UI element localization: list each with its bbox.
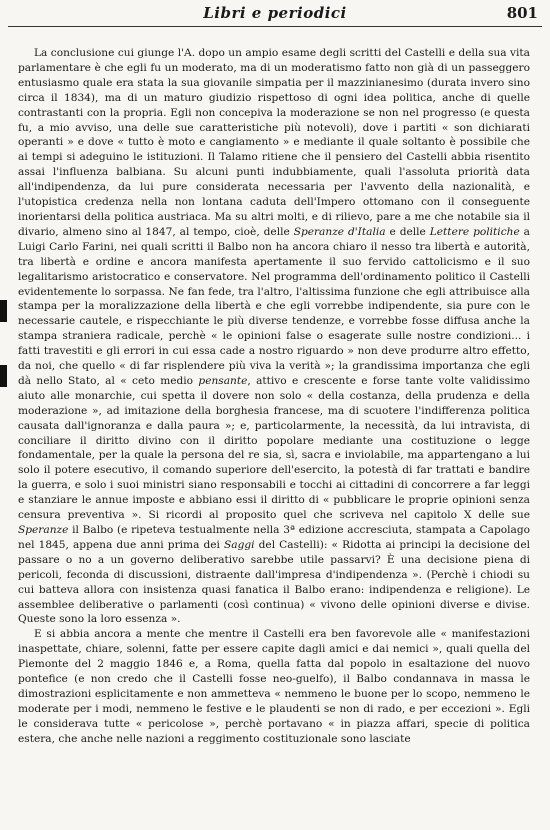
paragraph: E si abbia ancora a mente che mentre il Castelli era ben favorevole alle « manifestazioni inaspettate, chiare, solenni, fatte per essere capite dagli amici e dai nemici », quali quella del Piemonte del 2 maggio 1846 e, a Roma, quella fatta dal popolo in esaltazione del nuovo pontefice (e non credo che il Castelli fosse neo-guelfo), il Balbo condannava in massa le dimostrazioni esplicitamente e non ammetteva « nemmeno le buone per lo scopo, nemmeno le moderate per i modi, nemmeno le festive e le plaudenti se non di rado, e per eccezioni ». Egli le considerava tutte « pericolose », perchè portavano « in piazza affari, specie di politica estera, che anche nelle nazioni a reggimento costituzionale sono lasciate [18,628,530,745]
paragraph: La conclusione cui giunge l'A. dopo un ampio esame degli scritti del Castelli e della sua vita parlamentare è che egli fu un moderato, ma di un moderatismo fatto non già di un passeggero entusiasmo quale era stata la sua giovanile simpatia per il mazzinianesimo (durata invero sino circa il 1834), ma di un maturo giudizio rispettoso di ogni idea politica, anche di quelle contrastanti con la propria. Egli non concepiva la moderazione se non nel progresso (e questa fu, a mio avviso, una delle sue caratteristiche più notevoli), dove i partiti « son dichiarati operanti » e dove « tutto è moto e cangiamento » e mediante il quale soltanto è possibile che ai tempi si adeguino le istituzioni. Il Talamo ritiene che il pensiero del Castelli abbia risentito assai l'influenza balbiana. Su alcuni punti indubbiamente, quali l'assoluta priorità data all'indipendenza, da lui pure considerata necessaria per l'avvento della nazionalità, e l'utopistica credenza nella non lontana caduta dell'Impero ottomano con il conseguente inorientarsi della politica austriaca. Ma su altri molti, e di rilievo, pare a me che notabile sia il divario, almeno sino al 1847, al tempo, cioè, delle Speranze d'Italia e delle Lettere politiche a Luigi Carlo Farini, nei quali scritti il Balbo non ha ancora chiaro il nesso tra libertà e autorità, tra libertà e ordine e ancora manifesta apertamente il suo fervido cattolicismo e il suo legalitarismo aristocratico e conservatore. Nel programma dell'ordinamento politico il Castelli evidentemente lo sorpassa. Ne fan fede, tra l'altro, l'altissima funzione che egli attribuisce alla stampa per la moralizzazione della libertà e che egli vorrebbe indipendente, sia pure con le necessarie cautele, e rispecchiante le più diverse tendenze, e vorrebbe fosse diffusa anche la stampa straniera radicale, perchè « le opinioni false o esagerate sulle nostre condizioni... i fatti travestiti e gli errori in cui essa cade a nostro riguardo » non deve produrre altro effetto, da noi, che quello « di far risplendere più viva la verità »; la grandissima importanza che egli dà nello Stato, al « ceto medio pensante, attivo e crescente e forse tante volte validissimo aiuto alle monarchie, cui spetta il dovere non solo « della costanza, della prudenza e della moderazione », ad imitazione della borghesia francese, ma di scuotere l'indifferenza politica causata dall'ignoranza e dalla paura »; e, particolarmente, la necessità, da lui intravista, di conciliare il diritto divino con il diritto popolare mediante una costituzione o legge fondamentale, per la quale la persona del re sia, sì, sacra e inviolabile, ma appartengano a lui solo il potere esecutivo, il comando superiore dell'esercito, la potestà di far trattati e bandire la guerra, e solo i suoi ministri siano responsabili e tocchi ai cittadini di concorrere a far leggi e stanziare le annue imposte e abbiano essi il diritto di « pubblicare le proprie opinioni senza censura preventiva ». Si ricordi al proposito quel che scriveva nel capitolo X delle sue Speranze il Balbo (e ripeteva testualmente nella 3ª edizione accresciuta, stampata a Capolago nel 1845, appena due anni prima dei Saggi del Castelli): « Ridotta ai principi la decisione del passare o no a un governo deliberativo sarebbe utile passarvi? È una decisione piena di pericoli, feconda di discussioni, distraente dall'impresa d'indipendenza ». (Perchè i chiodi su cui batteva allora con insistenza quasi fanatica il Balbo erano: indipendenza e religione). Le assemblee deliberative o parlamenti (così continua) « vivono delle opinioni diverse e divise. Queste sono la loro essenza ». [18,47,530,626]
italic-title: Lettere politiche [429,225,520,238]
running-title: Libri e periodici [203,4,347,22]
article-body [18,46,530,747]
scan-edge-mark [0,365,7,387]
scan-edge-mark [0,300,7,322]
header-rule [8,26,542,27]
page-header [0,0,550,30]
italic-title: Speranze [18,524,69,536]
italic-title: Speranze d'Italia [293,225,386,238]
page-number: 801 [506,4,538,22]
italic-title: Saggi [224,538,255,551]
italic-word: pensante [198,374,248,387]
